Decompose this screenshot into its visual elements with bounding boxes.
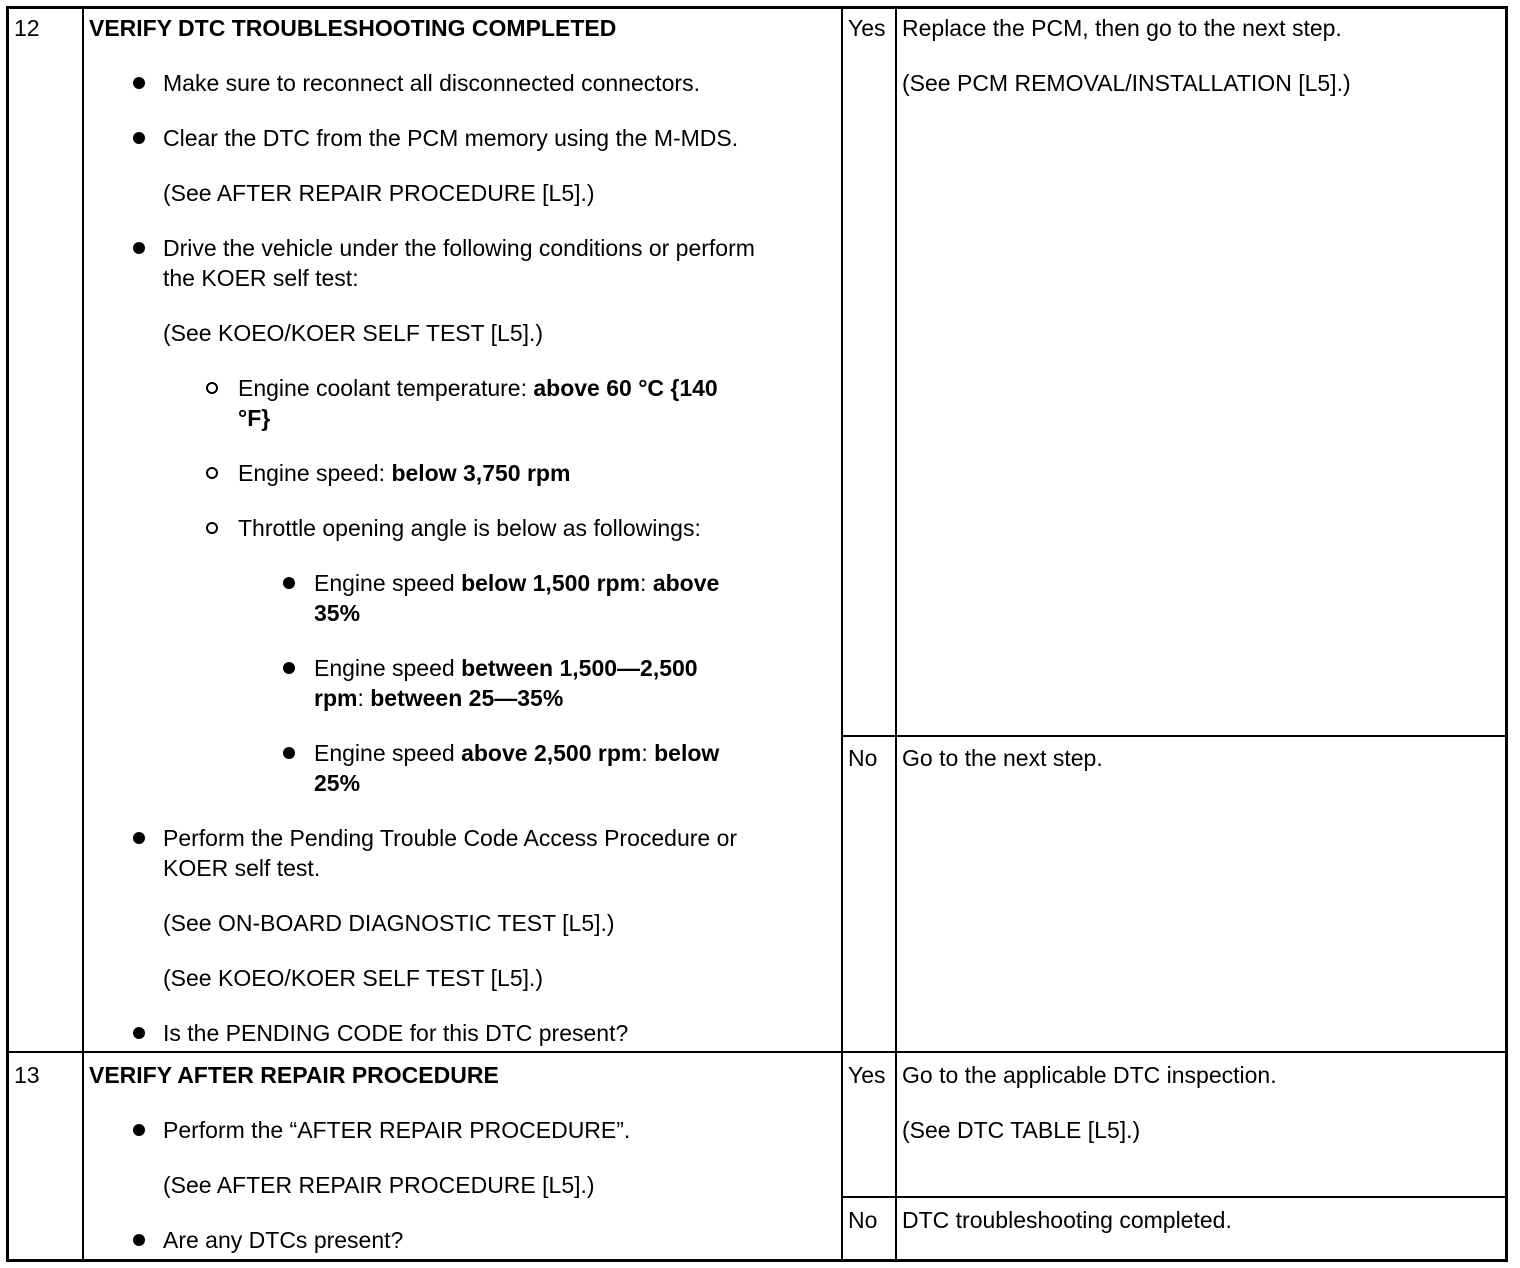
row-divider-step12-no [843,735,1506,737]
throttle-condition-continued: rpm: between 25—35% [314,685,564,711]
bullet-icon [133,242,145,254]
no-action-text: Go to the next step. [902,745,1103,771]
column-divider-action [895,8,897,1260]
sub-bullet-icon [206,382,218,394]
bullet-icon [283,577,295,589]
column-divider-result [841,8,843,1260]
reference-text: (See AFTER REPAIR PROCEDURE [L5].) [163,180,595,206]
yes-action-text: Go to the applicable DTC inspection. [902,1062,1277,1088]
bullet-icon [133,132,145,144]
bullet-icon [133,1027,145,1039]
throttle-condition: Engine speed between 1,500—2,500 [314,655,698,681]
condition-item-continued: °F} [238,405,271,431]
throttle-condition: Engine speed below 1,500 rpm: above [314,570,720,596]
condition-item: Engine coolant temperature: above 60 °C {140 [238,375,718,401]
list-item: Make sure to reconnect all disconnected connectors. [163,70,700,96]
list-item: Drive the vehicle under the following conditions or perform [163,235,755,261]
step-number: 12 [14,15,40,41]
row-divider-step13-no [843,1196,1506,1198]
reference-text: (See ON-BOARD DIAGNOSTIC TEST [L5].) [163,910,615,936]
throttle-condition: Engine speed above 2,500 rpm: below [314,740,720,766]
list-item-continued: the KOER self test: [163,265,359,291]
result-yes-label: Yes [848,15,886,41]
yes-reference-text: (See PCM REMOVAL/INSTALLATION [L5].) [902,70,1351,96]
bullet-icon [133,832,145,844]
list-item: Clear the DTC from the PCM memory using the M-MDS. [163,125,739,151]
reference-text: (See AFTER REPAIR PROCEDURE [L5].) [163,1172,595,1198]
question-text: Are any DTCs present? [163,1227,404,1253]
yes-action-text: Replace the PCM, then go to the next step. [902,15,1342,41]
reference-text: (See KOEO/KOER SELF TEST [L5].) [163,320,544,346]
step-title: VERIFY AFTER REPAIR PROCEDURE [89,1062,499,1088]
throttle-condition-continued: 25% [314,770,361,796]
row-divider-step13 [8,1051,1506,1053]
question-text: Is the PENDING CODE for this DTC present? [163,1020,629,1046]
condition-item: Engine speed: below 3,750 rpm [238,460,571,486]
step-title: VERIFY DTC TROUBLESHOOTING COMPLETED [89,15,617,41]
no-action-text: DTC troubleshooting completed. [902,1207,1232,1233]
step-number: 13 [14,1062,40,1088]
bullet-icon [283,662,295,674]
bullet-icon [133,77,145,89]
column-divider-step [82,8,84,1260]
list-item-continued: KOER self test. [163,855,321,881]
result-no-label: No [848,1207,878,1233]
condition-item: Throttle opening angle is below as followings: [238,515,701,541]
throttle-condition-continued: 35% [314,600,361,626]
sub-bullet-icon [206,467,218,479]
yes-reference-text: (See DTC TABLE [L5].) [902,1117,1141,1143]
list-item: Perform the “AFTER REPAIR PROCEDURE”. [163,1117,631,1143]
result-yes-label: Yes [848,1062,886,1088]
reference-text: (See KOEO/KOER SELF TEST [L5].) [163,965,544,991]
bullet-icon [133,1234,145,1246]
sub-bullet-icon [206,522,218,534]
list-item: Perform the Pending Trouble Code Access Procedure or [163,825,738,851]
bullet-icon [283,747,295,759]
result-no-label: No [848,745,878,771]
bullet-icon [133,1124,145,1136]
